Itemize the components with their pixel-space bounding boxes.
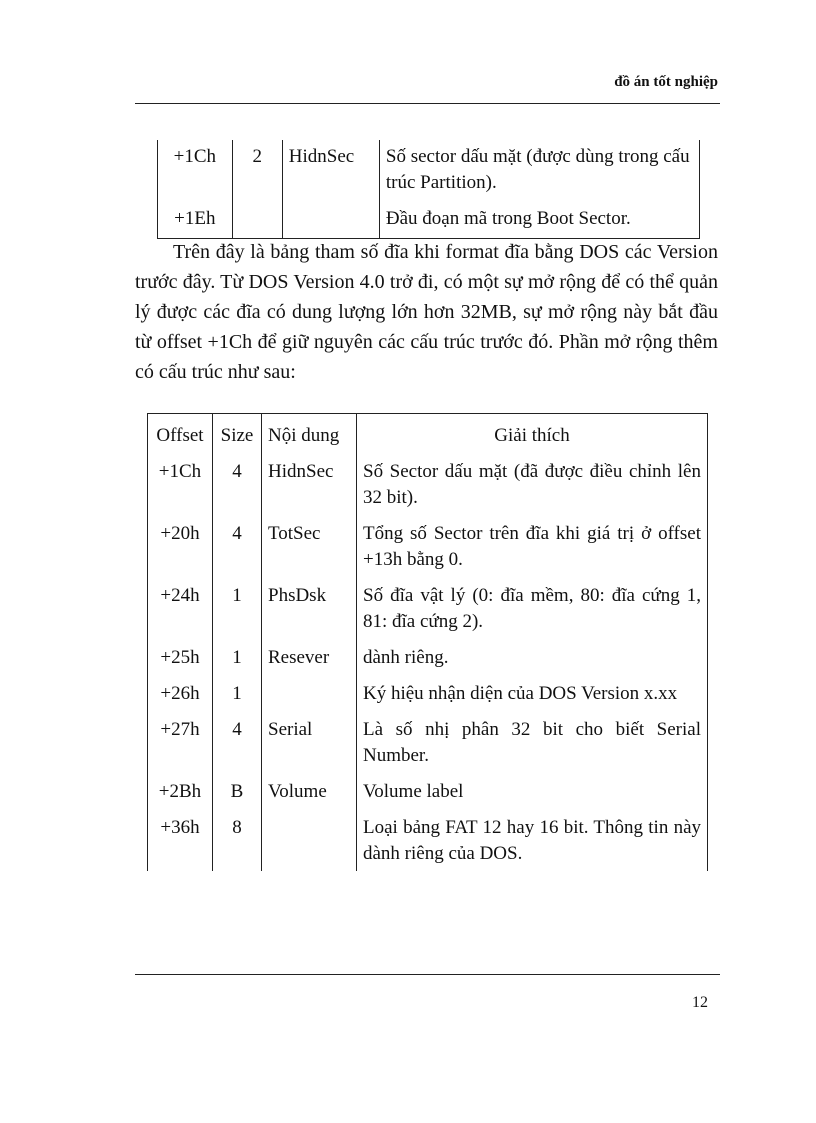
name-cell: Serial bbox=[262, 711, 357, 773]
size-cell: B bbox=[213, 773, 262, 809]
name-cell: Resever bbox=[262, 639, 357, 675]
size-cell: 8 bbox=[213, 809, 262, 871]
offset-cell: +36h bbox=[148, 809, 213, 871]
table-row bbox=[148, 515, 708, 577]
name-cell: HidnSec bbox=[282, 140, 379, 202]
header-size: Size bbox=[213, 414, 262, 454]
offset-cell: +26h bbox=[148, 675, 213, 711]
table-row bbox=[148, 711, 708, 773]
offset-cell: +1Ch bbox=[158, 140, 233, 202]
header-divider bbox=[135, 103, 720, 104]
name-cell bbox=[262, 675, 357, 711]
table-row bbox=[148, 639, 708, 675]
name-cell bbox=[262, 809, 357, 871]
table-header-row bbox=[148, 414, 708, 454]
description-cell: Ký hiệu nhận diện của DOS Version x.xx bbox=[357, 675, 708, 711]
description-cell: dành riêng. bbox=[357, 639, 708, 675]
description-cell: Loại bảng FAT 12 hay 16 bit. Thông tin này dành riêng của DOS. bbox=[357, 809, 708, 871]
size-cell bbox=[232, 202, 282, 239]
name-cell: TotSec bbox=[262, 515, 357, 577]
header-name: Nội dung bbox=[262, 414, 357, 454]
description-cell: Là số nhị phân 32 bit cho biết Serial Number. bbox=[357, 711, 708, 773]
table-row bbox=[158, 202, 700, 239]
description-cell: Tổng số Sector trên đĩa khi giá trị ở offset +13h bằng 0. bbox=[357, 515, 708, 577]
offset-cell: +27h bbox=[148, 711, 213, 773]
continuation-table bbox=[157, 140, 700, 239]
table-row bbox=[158, 140, 700, 202]
body-paragraph: Trên đây là bảng tham số đĩa khi format đĩa bằng DOS các Version trước đây. Từ DOS Version 4.0 trở đi, có một sự mở rộng để có thể quản lý được các đĩa có dung lượng lớn hơn 32MB, sự mở rộng này bắt đầu từ offset +1Ch để giữ nguyên các cấu trúc trước đó. Phần mở rộng thêm có cấu trúc như sau: bbox=[135, 241, 718, 383]
table-row bbox=[148, 675, 708, 711]
offset-cell: +25h bbox=[148, 639, 213, 675]
table-row bbox=[148, 773, 708, 809]
table-row bbox=[148, 577, 708, 639]
name-cell: HidnSec bbox=[262, 453, 357, 515]
footer-divider bbox=[135, 974, 720, 975]
table-row bbox=[148, 809, 708, 871]
description-cell: Số Sector dấu mặt (đã được điều chỉnh lên 32 bit). bbox=[357, 453, 708, 515]
offset-cell: +1Eh bbox=[158, 202, 233, 239]
page-number: 12 bbox=[692, 994, 708, 1011]
name-cell: PhsDsk bbox=[262, 577, 357, 639]
size-cell: 4 bbox=[213, 711, 262, 773]
offset-cell: +2Bh bbox=[148, 773, 213, 809]
name-cell bbox=[282, 202, 379, 239]
header-description: Giải thích bbox=[357, 414, 708, 454]
offset-cell: +1Ch bbox=[148, 453, 213, 515]
size-cell: 1 bbox=[213, 675, 262, 711]
size-cell: 1 bbox=[213, 577, 262, 639]
header-offset: Offset bbox=[148, 414, 213, 454]
name-cell: Volume bbox=[262, 773, 357, 809]
description-cell: Số sector dấu mặt (được dùng trong cấu trúc Partition). bbox=[379, 140, 699, 202]
offset-cell: +20h bbox=[148, 515, 213, 577]
size-cell: 2 bbox=[232, 140, 282, 202]
description-cell: Số đĩa vật lý (0: đĩa mềm, 80: đĩa cứng 1, 81: đĩa cứng 2). bbox=[357, 577, 708, 639]
extended-structure-table bbox=[147, 413, 708, 871]
offset-cell: +24h bbox=[148, 577, 213, 639]
size-cell: 1 bbox=[213, 639, 262, 675]
page-header-title: đồ án tốt nghiệp bbox=[614, 74, 718, 90]
description-cell: Đầu đoạn mã trong Boot Sector. bbox=[379, 202, 699, 239]
table-row bbox=[148, 453, 708, 515]
size-cell: 4 bbox=[213, 515, 262, 577]
description-cell: Volume label bbox=[357, 773, 708, 809]
size-cell: 4 bbox=[213, 453, 262, 515]
